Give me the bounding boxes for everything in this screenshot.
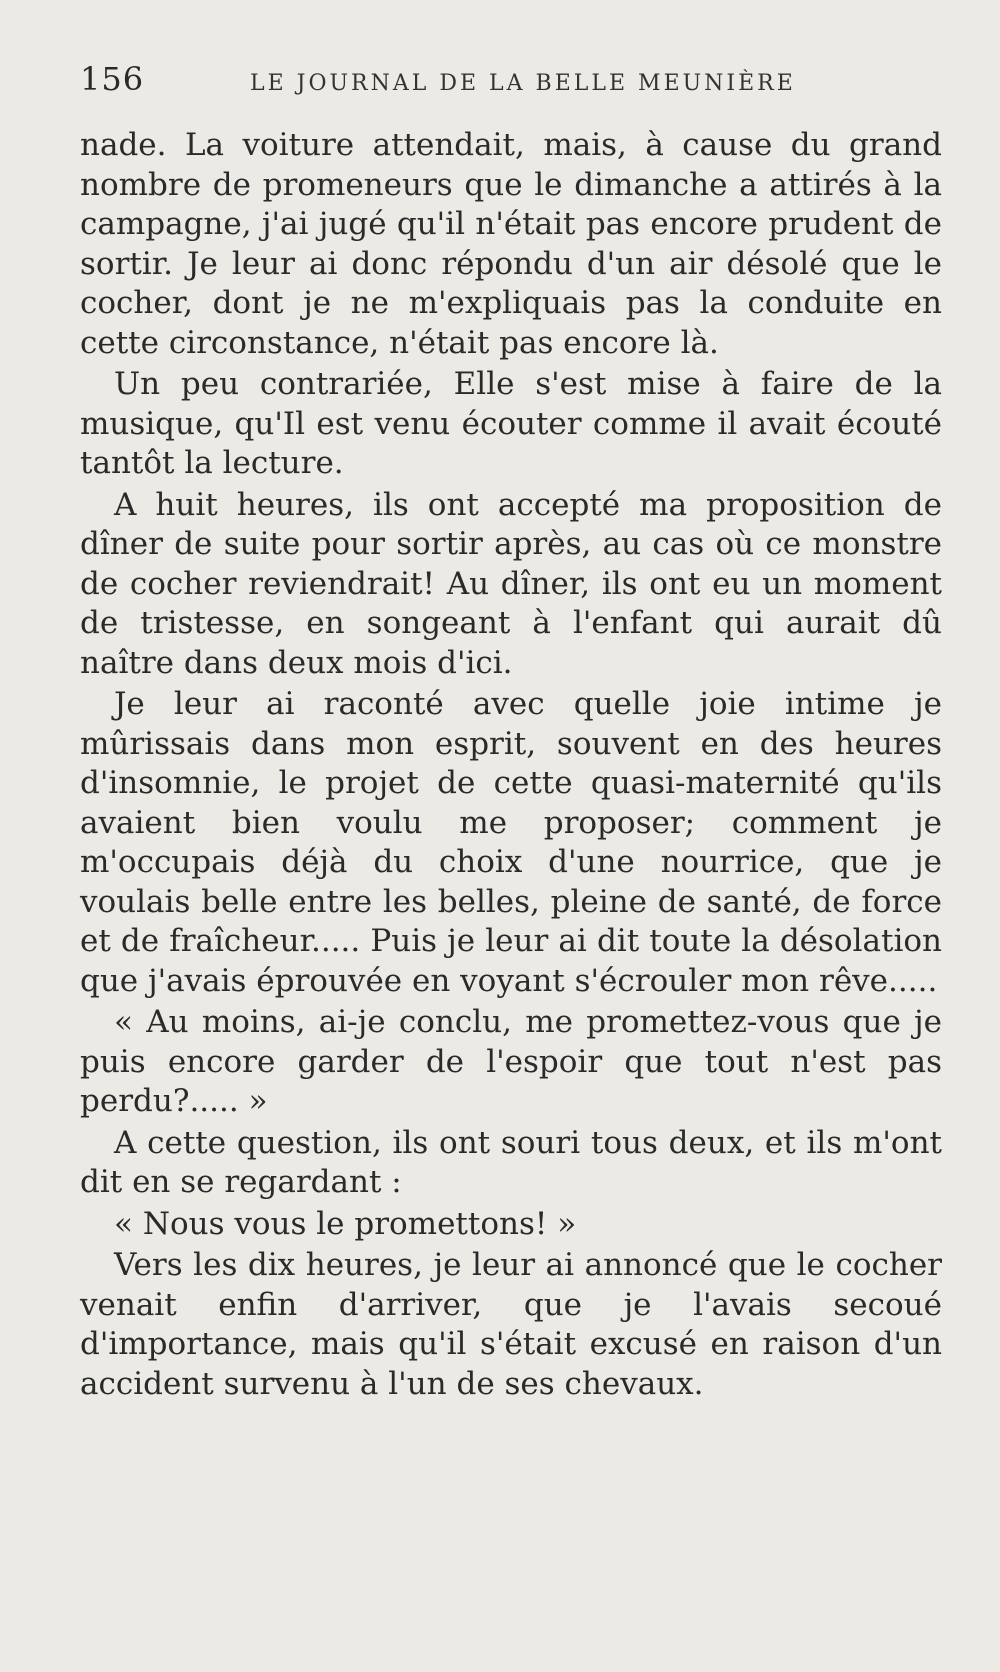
paragraph: Un peu contrariée, Elle s'est mise à faire de la musique, qu'Il est venu écouter comme il avait écouté tantôt la lecture. — [80, 366, 942, 481]
paragraph-quote: « Nous vous le promettons! » — [114, 1205, 577, 1242]
page-number: 156 — [80, 60, 145, 98]
page-header — [80, 60, 942, 116]
paragraph: Vers les dix heures, je leur ai annoncé que le cocher venait enfin d'arriver, que je l'avais secoué d'importance, mais qu'il s'était excusé en raison d'un accident survenu à l'un de ses chevaux. — [80, 1247, 942, 1402]
body-text — [80, 126, 942, 1404]
paragraph-quote: « Au moins, ai-je conclu, me promettez-vous que je puis encore garder de l'espoir que tout n'est pas perdu?..... » — [80, 1004, 942, 1119]
paragraph-continuation: nade. La voiture attendait, mais, à cause du grand nombre de promeneurs que le dimanche a attirés à la campagne, j'ai jugé qu'il n'était pas encore prudent de sortir. Je leur ai donc répondu d'un air désolé que le cocher, dont je ne m'expliquais pas la conduite en cette circonstance, n'était pas encore là. — [80, 127, 942, 361]
paragraph: A cette question, ils ont souri tous deux, et ils m'ont dit en se regardant : — [80, 1124, 942, 1200]
running-head: LE JOURNAL DE LA BELLE MEUNIÈRE — [250, 71, 796, 96]
paragraph: Je leur ai raconté avec quelle joie intime je mûrissais dans mon esprit, souvent en des heures d'insomnie, le projet de cette quasi-maternité qu'ils avaient bien voulu me proposer; comment je m'occupais déjà du choix d'une nourrice, que je voulais belle entre les belles, pleine de santé, de force et de fraîcheur..... Puis je leur ai dit toute la désolation que j'avais éprouvée en voyant s'écrouler mon rêve..... — [80, 686, 942, 999]
paragraph: A huit heures, ils ont accepté ma proposition de dîner de suite pour sortir après, au cas où ce monstre de cocher reviendrait! Au dîner, ils ont eu un moment de tristesse, en songeant à l'enfant qui aurait dû naître dans deux mois d'ici. — [80, 486, 942, 681]
